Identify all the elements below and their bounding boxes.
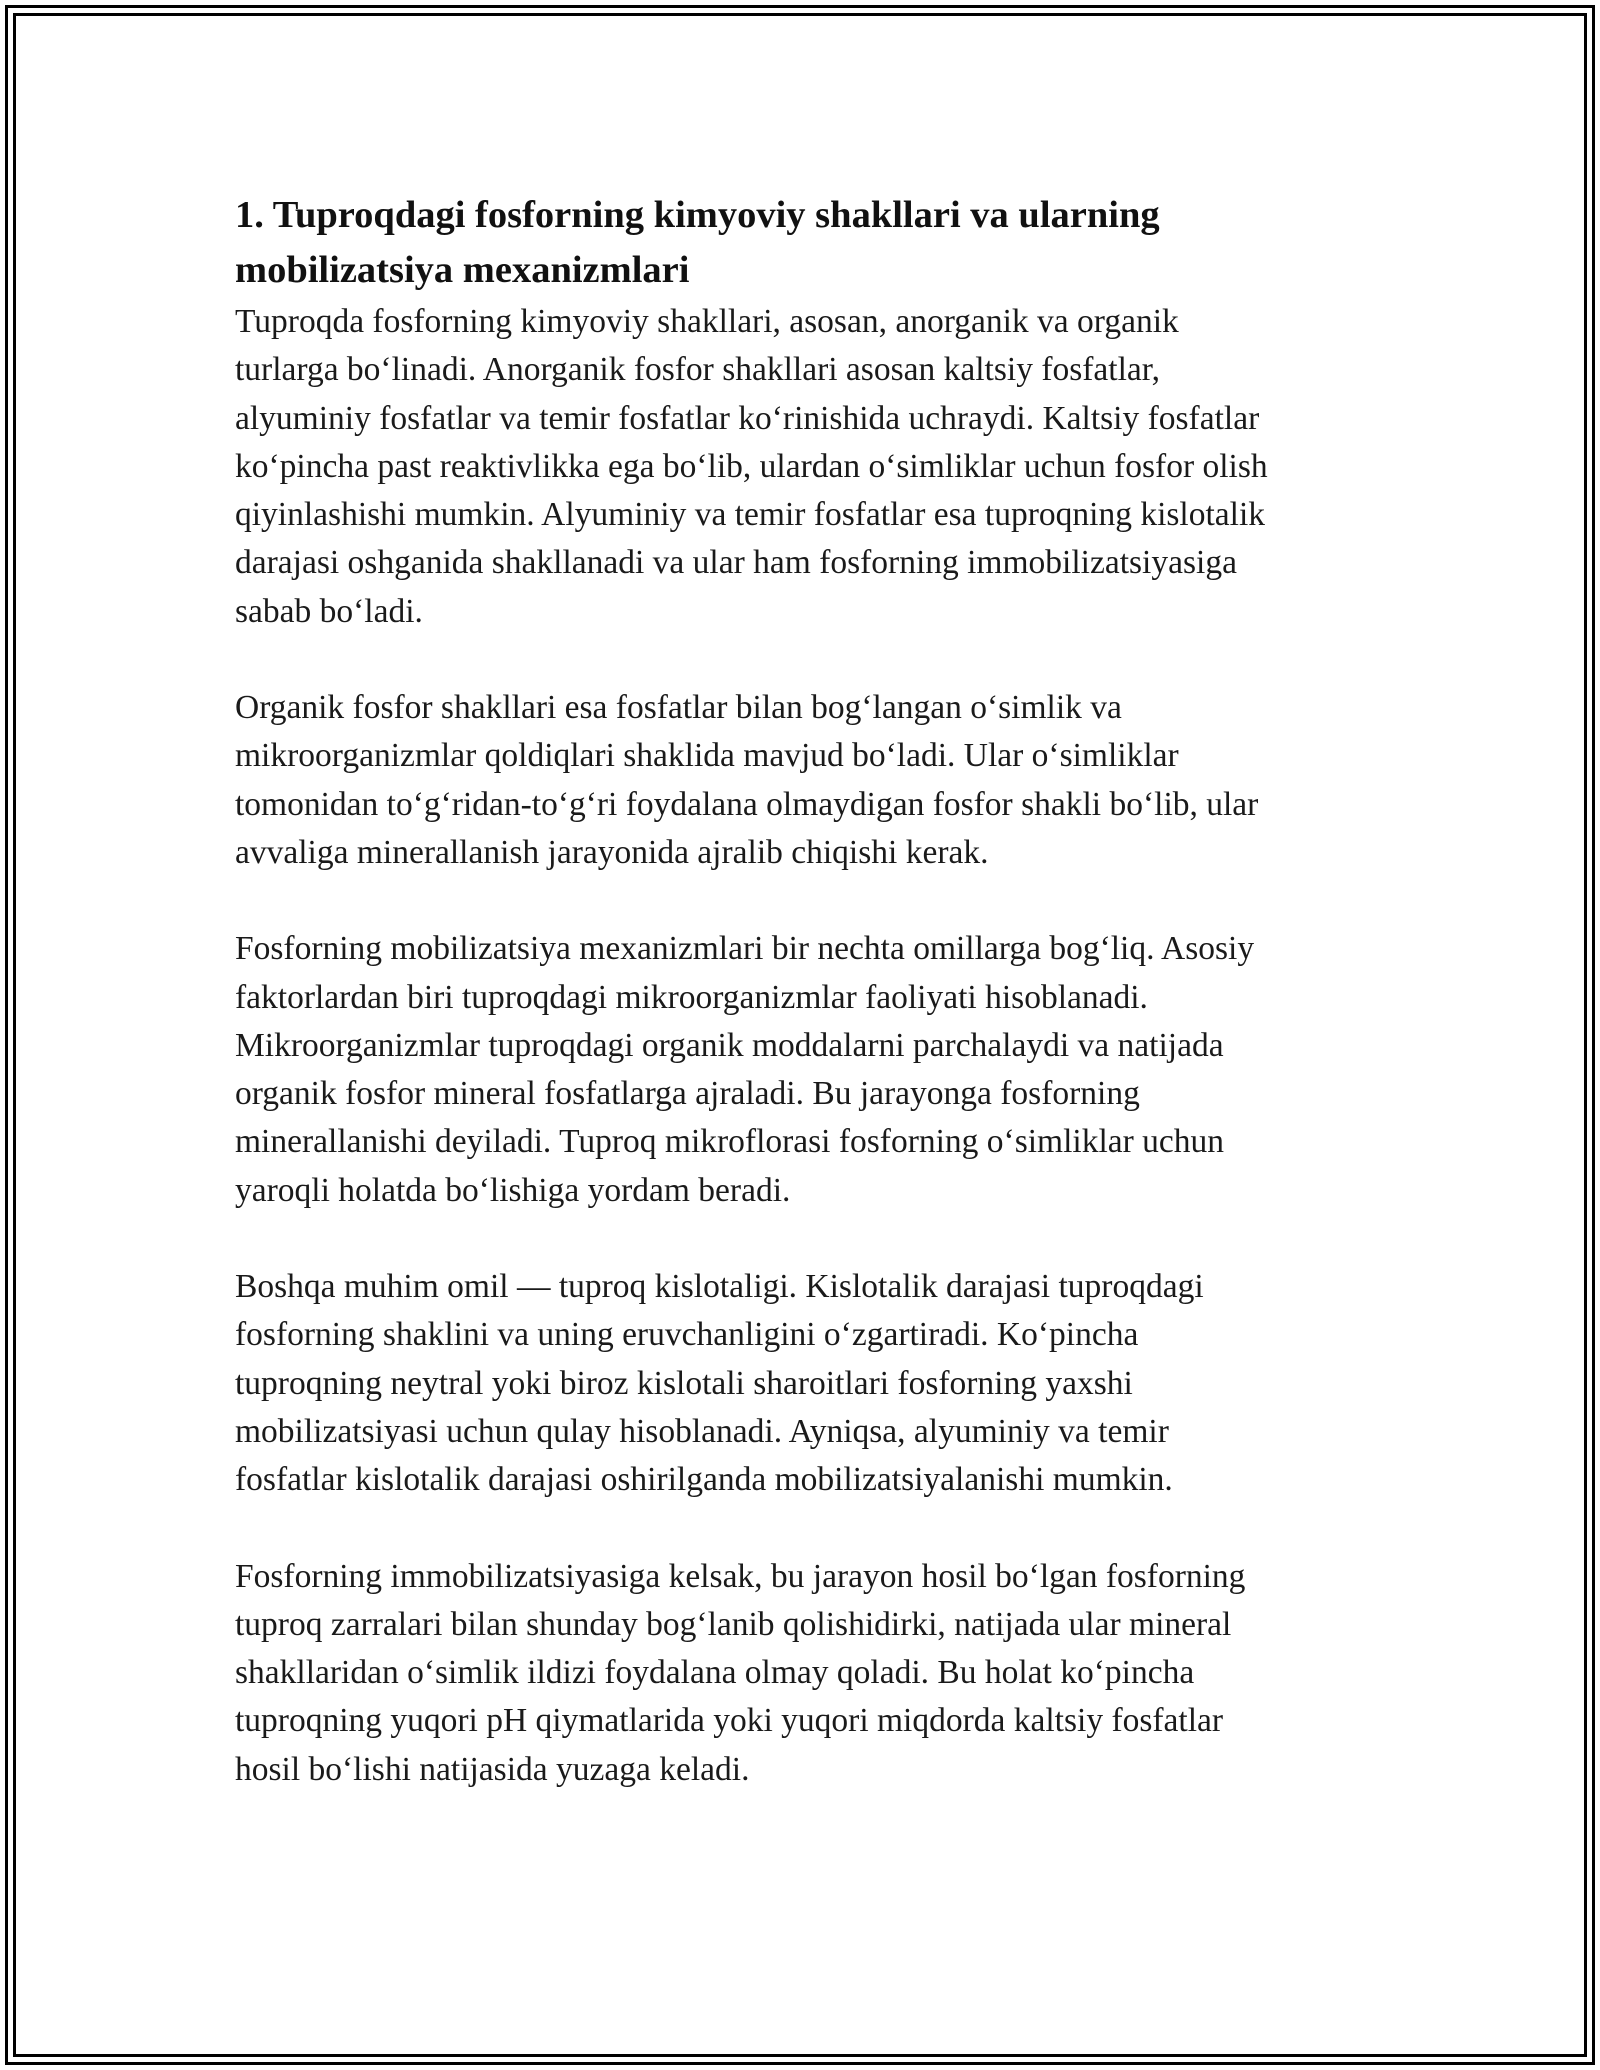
document-body xyxy=(235,298,1375,1794)
paragraph-line: avvaliga minerallanish jarayonida ajralib chiqishi kerak. xyxy=(235,833,989,871)
paragraph-line: darajasi oshganida shakllanadi va ular ham fosforning immobilizatsiyasiga xyxy=(235,544,1237,582)
document-page xyxy=(235,188,1375,1794)
paragraph-line: minerallanishi deyiladi. Tuproq mikroflorasi fosforning o‘simliklar uchun xyxy=(235,1123,1225,1161)
paragraph-line: Organik fosfor shakllari esa fosfatlar bilan bog‘langan o‘simlik va xyxy=(235,689,1122,727)
paragraph-line: fosforning shaklini va uning eruvchanligini o‘zgartiradi. Ko‘pincha xyxy=(235,1316,1139,1354)
paragraph-line: shakllaridan o‘simlik ildizi foydalana olmay qoladi. Bu holat ko‘pincha xyxy=(235,1654,1195,1692)
paragraph-line: tuproq zarralari bilan shunday bog‘lanib qolishidirki, natijada ular mineral xyxy=(235,1605,1232,1643)
body-paragraph xyxy=(235,925,1375,1215)
paragraph-line: tuproqning neytral yoki biroz kislotali sharoitlari fosforning yaxshi xyxy=(235,1364,1133,1402)
body-paragraph xyxy=(235,1263,1375,1504)
section-title-line: mobilizatsiya mexanizmlari xyxy=(235,249,690,291)
paragraph-line: alyuminiy fosfatlar va temir fosfatlar ko‘rinishida uchraydi. Kaltsiy fosfatlar xyxy=(235,399,1260,437)
paragraph-line: Mikroorganizmlar tuproqdagi organik moddalarni parchalaydi va natijada xyxy=(235,1026,1224,1064)
paragraph-line: Fosforning mobilizatsiya mexanizmlari bir nechta omillarga bog‘liq. Asosiy xyxy=(235,930,1255,968)
paragraph-line: tuproqning yuqori pH qiymatlarida yoki yuqori miqdorda kaltsiy fosfatlar xyxy=(235,1702,1224,1740)
paragraph-line: tomonidan to‘g‘ridan-to‘g‘ri foydalana olmaydigan fosfor shakli bo‘lib, ular xyxy=(235,785,1259,823)
paragraph-line: Tuproqda fosforning kimyoviy shakllari, asosan, anorganik va organik xyxy=(235,303,1179,340)
body-paragraph xyxy=(235,1553,1375,1794)
paragraph-line: organik fosfor mineral fosfatlarga ajraladi. Bu jarayonga fosforning xyxy=(235,1075,1140,1113)
paragraph-line: fosfatlar kislotalik darajasi oshirilganda mobilizatsiyalanishi mumkin. xyxy=(235,1461,1173,1499)
paragraph-line: mobilizatsiyasi uchun qulay hisoblanadi. Ayniqsa, alyuminiy va temir xyxy=(235,1412,1169,1450)
section-title-line: 1. Tuproqdagi fosforning kimyoviy shakllari va ularning xyxy=(235,194,1160,236)
paragraph-line: mikroorganizmlar qoldiqlari shaklida mavjud bo‘ladi. Ular o‘simliklar xyxy=(235,737,1179,775)
paragraph-line: faktorlardan biri tuproqdagi mikroorganizmlar faoliyati hisoblanadi. xyxy=(235,978,1148,1016)
paragraph-line: Fosforning immobilizatsiyasiga kelsak, bu jarayon hosil bo‘lgan fosforning xyxy=(235,1557,1246,1595)
paragraph-line: hosil bo‘lishi natijasida yuzaga keladi. xyxy=(235,1750,750,1788)
paragraph-line: qiyinlashishi mumkin. Alyuminiy va temir fosfatlar esa tuproqning kislotalik xyxy=(235,496,1266,534)
paragraph-line: turlarga bo‘linadi. Anorganik fosfor shakllari asosan kaltsiy fosfatlar, xyxy=(235,351,1160,389)
paragraph-line: yaroqli holatda bo‘lishiga yordam beradi. xyxy=(235,1171,791,1209)
body-paragraph xyxy=(235,684,1375,877)
paragraph-line: ko‘pincha past reaktivlikka ega bo‘lib, ulardan o‘simliklar uchun fosfor olish xyxy=(235,447,1268,485)
body-paragraph xyxy=(235,298,1375,636)
paragraph-line: sabab bo‘ladi. xyxy=(235,592,423,630)
section-title xyxy=(235,188,1375,298)
paragraph-line: Boshqa muhim omil — tuproq kislotaligi. Kislotalik darajasi tuproqdagi xyxy=(235,1268,1204,1306)
